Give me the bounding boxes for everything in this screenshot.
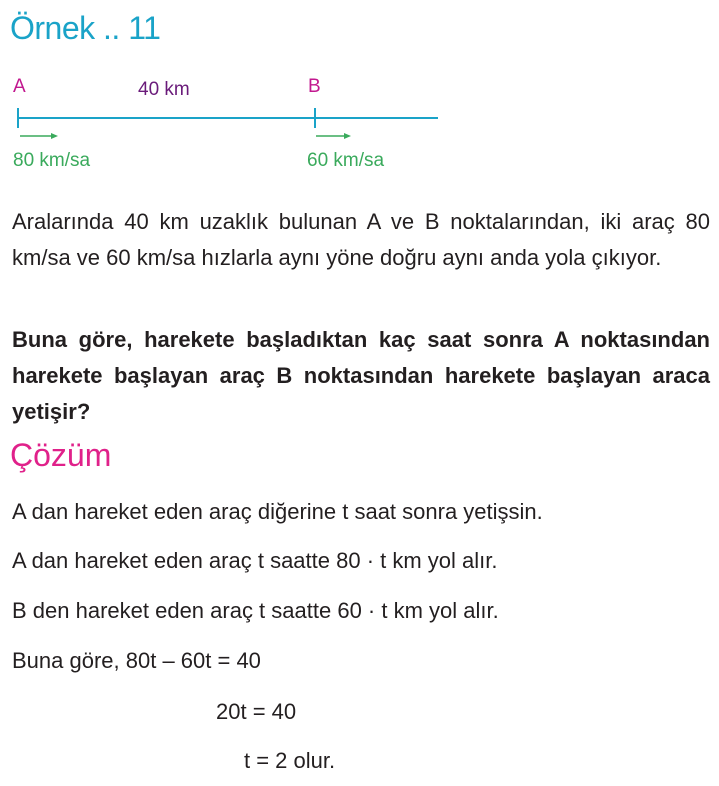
arrow-a-icon: [20, 133, 58, 139]
distance-label: 40 km: [138, 79, 190, 100]
point-a-label: A: [13, 76, 26, 97]
solution-line-5: 20t = 40: [216, 699, 297, 724]
solution-line-6: t = 2 olur.: [244, 748, 336, 773]
arrow-b-icon: [316, 133, 351, 139]
solution-line-3: B den hareket eden araç t saatte 60 · t km yol alır.: [12, 598, 499, 623]
solution-line-2: A dan hareket eden araç t saatte 80 · t km yol alır.: [12, 548, 498, 573]
solution-heading: Çözüm: [10, 437, 112, 473]
example-title: Örnek .. 11: [10, 10, 161, 46]
point-b-label: B: [308, 76, 321, 97]
speed-b-label: 60 km/sa: [307, 150, 385, 171]
question-text: Buna göre, harekete başladıktan kaç saat sonra A noktasından harekete başlayan araç B noktasından harekete başlayan araca yetişir?: [12, 327, 710, 424]
solution-line-1: A dan hareket eden araç diğerine t saat sonra yetişsin.: [12, 499, 543, 524]
solution-line-4: Buna göre, 80t – 60t = 40: [12, 648, 261, 673]
motion-diagram: [0, 60, 460, 190]
problem-text: Aralarında 40 km uzaklık bulunan A ve B noktalarından, iki araç 80 km/sa ve 60 km/sa hızlarla aynı yöne doğru aynı anda yola çıkıyor.: [12, 209, 710, 270]
speed-a-label: 80 km/sa: [13, 150, 91, 171]
